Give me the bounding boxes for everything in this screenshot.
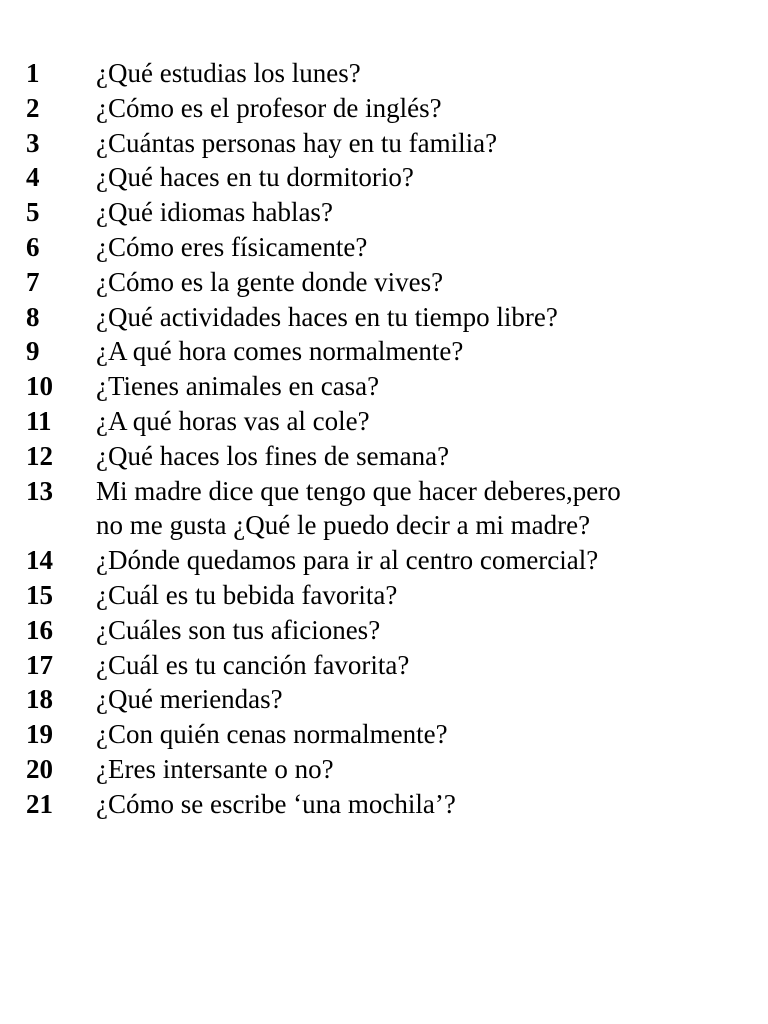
- question-item-12: [0, 439, 768, 474]
- question-item-8: [0, 300, 768, 335]
- question-number: 15: [26, 579, 53, 610]
- question-item-3: [0, 126, 768, 161]
- question-item-10: [0, 369, 768, 404]
- question-text: ¿Cómo es la gente donde vives?: [96, 266, 444, 297]
- question-item-16: [0, 613, 768, 648]
- question-item-17: [0, 648, 768, 683]
- question-text: ¿Qué meriendas?: [96, 684, 283, 715]
- question-text: ¿Con quién cenas normalmente?: [96, 719, 448, 750]
- question-number: 5: [26, 197, 40, 228]
- question-text: ¿Cuál es tu canción favorita?: [96, 649, 410, 680]
- question-number: 4: [26, 162, 40, 193]
- question-number: 1: [26, 58, 40, 88]
- question-text: ¿A qué horas vas al cole?: [96, 405, 370, 436]
- question-text: [96, 474, 736, 544]
- question-text: ¿Qué haces en tu dormitorio?: [96, 162, 414, 193]
- question-number: 3: [26, 127, 40, 158]
- question-text: ¿Cómo se escribe ‘una mochila’?: [96, 788, 456, 819]
- question-number: 11: [26, 405, 52, 436]
- question-item-1: [0, 56, 768, 91]
- question-number: 6: [26, 231, 40, 262]
- question-number: 18: [26, 684, 53, 715]
- question-number: 10: [26, 371, 53, 402]
- question-number: 7: [26, 266, 40, 297]
- question-item-15: [0, 578, 768, 613]
- question-number: 9: [26, 336, 40, 367]
- question-text: ¿Qué actividades haces en tu tiempo libre?: [96, 301, 558, 332]
- question-item-7: [0, 265, 768, 300]
- question-number: 8: [26, 301, 40, 332]
- question-text: ¿Dónde quedamos para ir al centro comercial?: [96, 545, 599, 576]
- question-list: [0, 56, 768, 822]
- question-number: 13: [26, 475, 53, 506]
- question-item-19: [0, 717, 768, 752]
- question-text: ¿Qué idiomas hablas?: [96, 197, 333, 228]
- question-number: 17: [26, 649, 53, 680]
- question-item-20: [0, 752, 768, 787]
- question-text: ¿Cuántas personas hay en tu familia?: [96, 127, 498, 158]
- question-text: ¿Qué estudias los lunes?: [96, 58, 361, 88]
- question-number: 12: [26, 440, 53, 471]
- question-item-21: [0, 787, 768, 822]
- question-item-5: [0, 195, 768, 230]
- question-text-line-2: no me gusta ¿Qué le puedo decir a mi madre?: [96, 510, 591, 541]
- question-text: ¿Eres intersante o no?: [96, 753, 334, 784]
- question-item-4: [0, 160, 768, 195]
- question-item-18: [0, 682, 768, 717]
- question-number: 2: [26, 92, 40, 123]
- question-item-13: [0, 474, 768, 544]
- question-number: 19: [26, 719, 53, 750]
- question-text: ¿Cómo es el profesor de inglés?: [96, 92, 442, 123]
- question-text: ¿Tienes animales en casa?: [96, 371, 380, 402]
- question-item-2: [0, 91, 768, 126]
- question-text-line-1: Mi madre dice que tengo que hacer deberes,pero: [96, 475, 621, 506]
- question-text: ¿Cuál es tu bebida favorita?: [96, 579, 398, 610]
- question-item-14: [0, 543, 768, 578]
- question-text: ¿Cómo eres físicamente?: [96, 231, 368, 262]
- question-item-9: [0, 334, 768, 369]
- question-number: 21: [26, 788, 53, 819]
- question-text: ¿Cuáles son tus aficiones?: [96, 614, 381, 645]
- question-text: ¿Qué haces los fines de semana?: [96, 440, 450, 471]
- question-number: 14: [26, 545, 53, 576]
- question-item-11: [0, 404, 768, 439]
- question-number: 16: [26, 614, 53, 645]
- question-number: 20: [26, 753, 53, 784]
- question-text: ¿A qué hora comes normalmente?: [96, 336, 464, 367]
- question-item-6: [0, 230, 768, 265]
